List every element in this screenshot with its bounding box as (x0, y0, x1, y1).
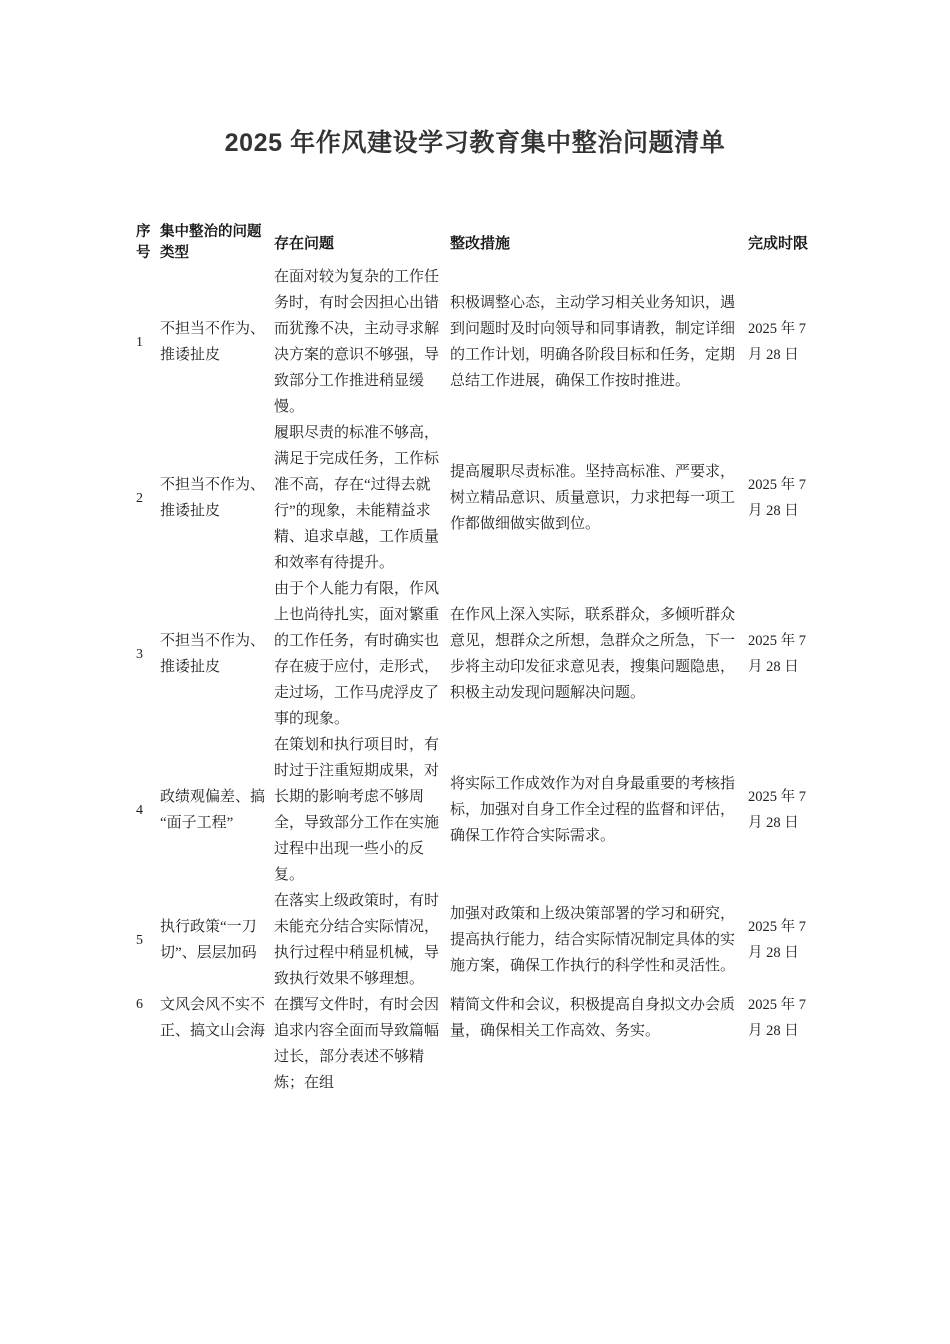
cell-problem: 在策划和执行项目时，有时过于注重短期成果，对长期的影响考虑不够周全，导致部分工作在实施过程中出现一些小的反复。 (274, 737, 440, 883)
cell-measure: 精简文件和会议，积极提高自身拟文办会质量，确保相关工作高效、务实。 (450, 997, 736, 1039)
cell-deadline: 2025 年 7 月 28 日 (748, 997, 806, 1039)
table-header-row (136, 222, 814, 264)
cell-type: 文风会风不实不正、搞文山会海 (160, 997, 266, 1039)
cell-sequence: 6 (136, 997, 143, 1012)
cell-type: 不担当不作为、推诿扯皮 (160, 477, 266, 519)
cell-deadline: 2025 年 7 月 28 日 (748, 633, 806, 675)
cell-problem: 履职尽责的标准不够高，满足于完成任务，工作标准不高，存在“过得去就行”的现象，未能精益求精、追求卓越，工作质量和效率有待提升。 (274, 425, 440, 571)
cell-problem: 在面对较为复杂的工作任务时，有时会因担心出错而犹豫不决，主动寻求解决方案的意识不够强，导致部分工作推进稍显缓慢。 (274, 269, 440, 415)
cell-measure: 加强对政策和上级决策部署的学习和研究，提高执行能力，结合实际情况制定具体的实施方案，确保工作执行的科学性和灵活性。 (450, 906, 736, 974)
table-row (136, 992, 814, 1096)
table-row (136, 420, 814, 576)
table-row (136, 888, 814, 992)
cell-deadline: 2025 年 7 月 28 日 (748, 321, 806, 363)
column-header-problem: 存在问题 (274, 234, 335, 252)
column-header-measure: 整改措施 (450, 234, 511, 252)
cell-sequence: 1 (136, 334, 143, 350)
cell-type: 执行政策“一刀切”、层层加码 (160, 919, 257, 961)
problem-list-table-container (136, 222, 814, 1096)
cell-problem: 在落实上级政策时，有时未能充分结合实际情况，执行过程中稍显机械，导致执行效果不够理想。 (274, 893, 440, 987)
cell-type: 不担当不作为、推诿扯皮 (160, 321, 266, 363)
table-row (136, 732, 814, 888)
table-header (136, 222, 814, 264)
table-body (136, 264, 814, 1096)
cell-deadline: 2025 年 7 月 28 日 (748, 789, 806, 831)
cell-problem: 在撰写文件时，有时会因追求内容全面而导致篇幅过长，部分表述不够精炼；在组 (274, 997, 440, 1091)
cell-sequence: 5 (136, 932, 143, 948)
table-row (136, 264, 814, 420)
column-header-deadline: 完成时限 (748, 234, 809, 252)
cell-sequence: 2 (136, 490, 143, 506)
cell-type: 不担当不作为、推诿扯皮 (160, 633, 266, 675)
cell-problem: 由于个人能力有限，作风上也尚待扎实，面对繁重的工作任务，有时确实也存在疲于应付，走形式，走过场，工作马虎浮皮了事的现象。 (274, 581, 440, 727)
cell-sequence: 4 (136, 802, 143, 818)
cell-measure: 积极调整心态，主动学习相关业务知识，遇到问题时及时向领导和同事请教，制定详细的工作计划，明确各阶段目标和任务，定期总结工作进展，确保工作按时推进。 (450, 295, 736, 389)
cell-measure: 将实际工作成效作为对自身最重要的考核指标，加强对自身工作全过程的监督和评估，确保工作符合实际需求。 (450, 776, 736, 844)
cell-deadline: 2025 年 7 月 28 日 (748, 919, 806, 961)
cell-measure: 提高履职尽责标准。坚持高标准、严要求，树立精品意识、质量意识，力求把每一项工作都做细做实做到位。 (450, 464, 736, 532)
cell-sequence: 3 (136, 646, 143, 662)
column-header-type: 集中整治的问题类型 (160, 224, 262, 261)
table-row (136, 576, 814, 732)
column-header-sequence: 序号 (136, 224, 151, 261)
cell-deadline: 2025 年 7 月 28 日 (748, 477, 806, 519)
cell-type: 政绩观偏差、搞“面子工程” (160, 789, 266, 831)
problem-list-table (136, 222, 814, 1096)
cell-measure: 在作风上深入实际，联系群众，多倾听群众意见，想群众之所想，急群众之所急，下一步将主动印发征求意见表，搜集问题隐患，积极主动发现问题解决问题。 (450, 607, 736, 701)
page-title: 2025 年作风建设学习教育集中整治问题清单 (224, 129, 726, 157)
